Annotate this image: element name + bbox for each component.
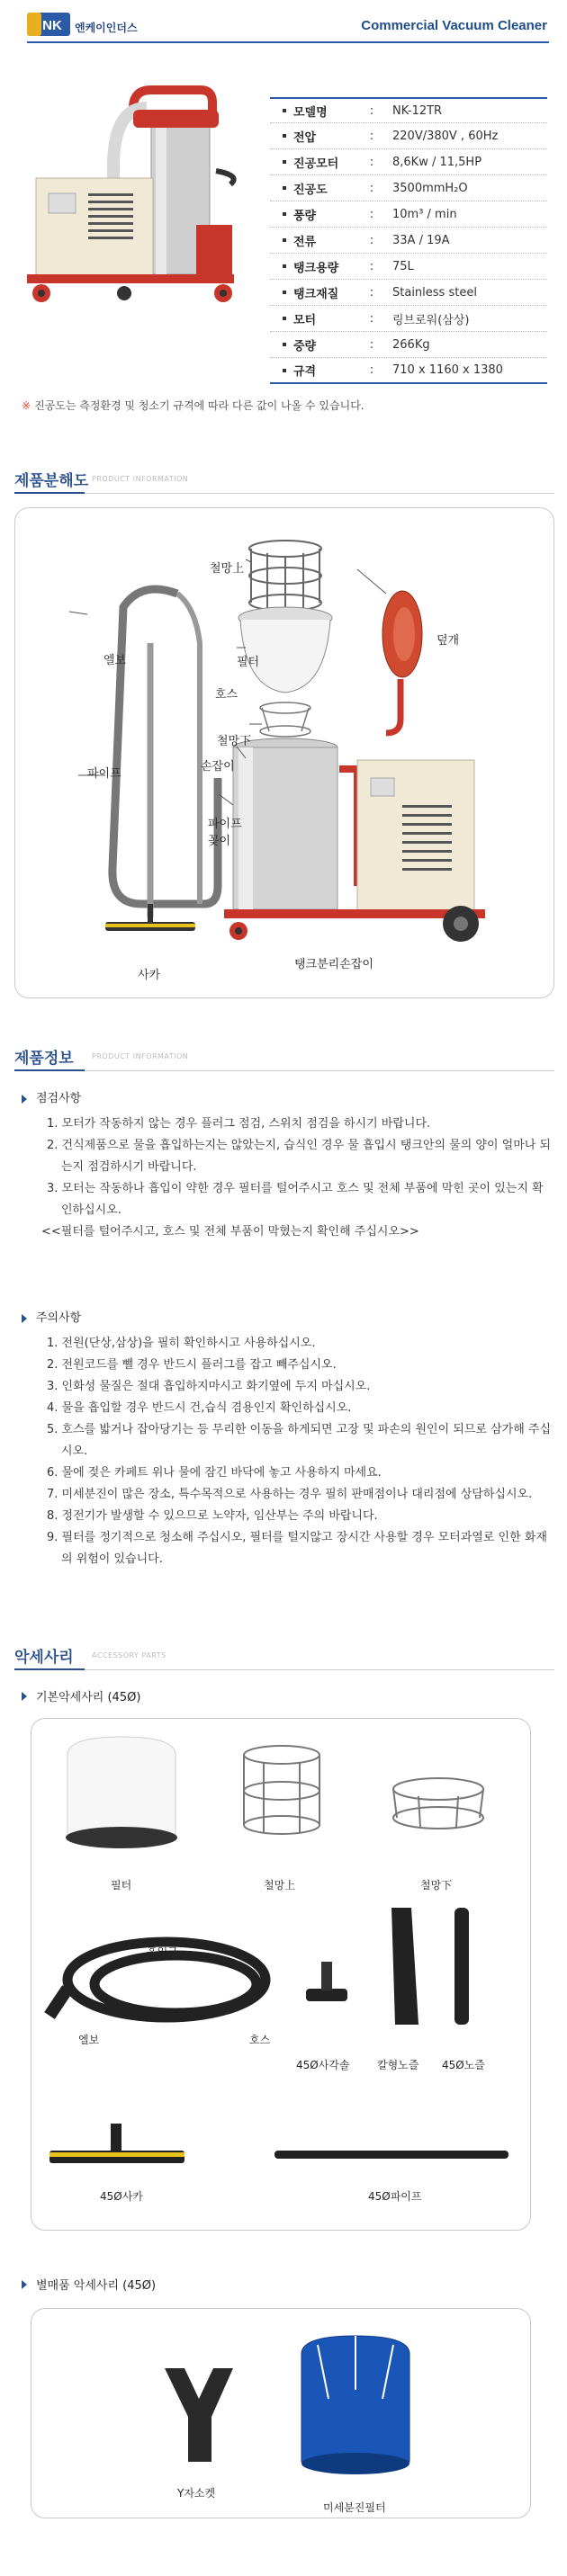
section-info-header: [14, 1045, 554, 1074]
label-tank-handle: 탱크분리손잡이: [294, 958, 374, 971]
extra-accessory-illustrations: [32, 2309, 532, 2519]
spec-colon: :: [369, 103, 374, 118]
spec-key: 진공모터: [270, 154, 358, 171]
section-acc-header: [14, 1644, 554, 1673]
acc-label-pipe: 45Ø파이프: [368, 2190, 422, 2203]
svg-text:NK: NK: [42, 18, 62, 33]
spec-key: 탱크재질: [270, 284, 358, 301]
spec-colon: :: [369, 181, 374, 195]
section-title: 악세사리: [14, 1649, 74, 1667]
spec-key: 중량: [270, 336, 358, 353]
bullet-icon: [283, 160, 286, 164]
extra-acc-title: 별매품 악세사리 (45Ø): [22, 2276, 156, 2293]
spec-row: [270, 358, 547, 384]
spec-key: 전압: [270, 128, 358, 145]
brand-logo: [27, 13, 70, 36]
spec-colon: :: [369, 233, 374, 247]
acc-label-knife-nozzle: 칼형노즐: [377, 2059, 419, 2071]
bullet-icon: [283, 238, 286, 242]
list-item: 6. 물에 젖은 카페트 위나 물에 잠긴 바닥에 놓고 사용하지 마세요.: [47, 1466, 382, 1480]
section-title: 제품정보: [14, 1050, 74, 1068]
label-hose: 호스: [215, 688, 238, 702]
bullet-icon: [283, 212, 286, 216]
list-item: 4. 물을 흡입할 경우 반드시 건,습식 겸용인지 확인하십시오.: [47, 1401, 352, 1415]
label-pipe: 파이프: [87, 767, 122, 781]
bullet-icon: [283, 186, 286, 190]
spec-colon: :: [369, 311, 374, 326]
spec-value: 220V/380V , 60Hz: [392, 129, 499, 143]
spec-row: [270, 97, 547, 123]
bullet-icon: [283, 317, 286, 320]
spec-colon: :: [369, 259, 374, 273]
spec-value: 710 x 1160 x 1380: [392, 363, 503, 377]
label-saka: 사카: [138, 969, 161, 982]
list-item: 1. 전원(단상,삼상)을 필히 확인하시고 사용하십시오.: [47, 1337, 316, 1350]
spec-key: 탱크용량: [270, 258, 358, 275]
acc-label-square-brush: 45Ø사각솔: [296, 2059, 350, 2071]
bullet-icon: [22, 1095, 27, 1104]
spec-table: [270, 97, 547, 384]
label-elbow: 엘보: [104, 654, 127, 667]
spec-colon: :: [369, 155, 374, 169]
brand-name: 엔케이인더스: [75, 22, 138, 34]
section-subtitle: ACCESSORY PARTS: [92, 1651, 166, 1659]
spec-value: 3500mmH₂O: [392, 181, 468, 195]
spec-value: 10m³ / min: [392, 207, 457, 221]
list-item: 3. 모터는 작동하나 흡입이 약한 경우 필터를 털어주시고 호스 및 전체 부품에 막힌 곳이 있는지 확인하십시오.: [47, 1182, 544, 1217]
check-paren-note: <<필터를 털어주시고, 호스 및 전체 부품이 막혔는지 확인해 주십시오>>: [41, 1225, 419, 1239]
spec-colon: :: [369, 363, 374, 377]
acc-label-nozzle: 45Ø노즐: [442, 2059, 485, 2071]
spec-value: 266Kg: [392, 337, 430, 352]
section-subtitle: PRODUCT INFORMATION: [92, 1052, 189, 1060]
spec-colon: :: [369, 285, 374, 300]
spec-row: [270, 123, 547, 149]
spec-key: 모터: [270, 310, 358, 327]
accessory-illustrations: [32, 1719, 532, 2232]
list-item: 8. 정전기가 발생할 수 있으므로 노약자, 임산부는 주의 바랍니다.: [47, 1509, 378, 1523]
acc-label-hose: 호스: [249, 2034, 271, 2046]
bullet-icon: [283, 291, 286, 294]
spec-row: [270, 280, 547, 306]
exploded-diagram: [15, 508, 555, 999]
header-divider: [27, 41, 549, 43]
bullet-icon: [283, 109, 286, 112]
bullet-icon: [283, 264, 286, 268]
bullet-icon: [283, 369, 286, 372]
label-cheolmang-top: 철망上: [210, 562, 245, 576]
spec-key: 규격: [270, 362, 358, 379]
section-diagram-header: [14, 468, 554, 496]
list-item: 3. 인화성 물질은 절대 흡입하지마시고 화기옆에 두지 마십시오.: [47, 1380, 371, 1393]
bullet-icon: [22, 1692, 27, 1701]
spec-value: 링브로워(삼상): [392, 313, 470, 327]
acc-label-filter: 필터: [111, 1879, 132, 1892]
basic-acc-title: 기본악세사리 (45Ø): [22, 1687, 140, 1704]
page-title: Commercial Vacuum Cleaner: [361, 18, 547, 33]
extra-acc-panel: [31, 2308, 531, 2518]
label-cheolmang-bottom: 철망下: [217, 735, 252, 748]
acc-label-fine-filter: 미세분진필터: [323, 2501, 386, 2514]
section-title: 제품분해도: [14, 472, 89, 490]
spec-colon: :: [369, 337, 374, 352]
basic-acc-panel: [31, 1718, 531, 2231]
list-item: 5. 호스를 밟거나 잡아당기는 등 무리한 이동을 하게되면 고장 및 파손의 원인이 되므로 삼가해 주십시오.: [47, 1423, 552, 1458]
check-list: 점검사항 1. 모터가 작동하지 않는 경우 플러그 점검, 스위치 점검을 하시기 바랍니다. 2. 건식제품으로 물을 흡입하는지는 않았는지, 습식인 경우 물 흡입시 탱크안의 물의 양이 얼마나 되는지 점검하시기 바랍니다. 3. 모터는 작동하나 흡입이 약한 경우 필터를 털어주시고 호스 및 전체 부품에 막힌 곳이 있는지 확인하십시오. <<필터를 털어주시고, 호스 및 전체 부품이 막혔는지 확인해 주십시오>>: [22, 1088, 553, 1243]
section-subtitle: PRODUCT INFORMATION: [92, 475, 189, 483]
acc-label-saka: 45Ø사카: [100, 2190, 143, 2203]
spec-colon: :: [369, 129, 374, 143]
list-item: 1. 모터가 작동하지 않는 경우 플러그 점검, 스위치 점검을 하시기 바랍니다.: [47, 1117, 431, 1131]
spec-row: [270, 228, 547, 254]
list-item: 7. 미세분진이 많은 장소, 특수목적으로 사용하는 경우 필히 판매점이나 대리점에 상담하십시오.: [47, 1488, 533, 1501]
spec-key: 모델명: [270, 103, 358, 120]
spec-row: [270, 332, 547, 358]
spec-row: [270, 149, 547, 175]
label-handle: 손잡이: [201, 760, 235, 774]
acc-label-elbow: 엘보: [78, 2034, 100, 2046]
acc-label-inlet: 흡입구: [147, 1945, 178, 1958]
spec-value: 33A / 19A: [392, 233, 450, 247]
product-image: [16, 72, 255, 360]
spec-value: 8,6Kw / 11,5HP: [392, 155, 482, 169]
spec-key: 진공도: [270, 180, 358, 197]
caution-list: 주의사항 1. 전원(단상,삼상)을 필히 확인하시고 사용하십시오. 2. 전원코드를 뺄 경우 반드시 플러그를 잡고 빼주십시오. 3. 인화성 물질은 절대 흡입하지마시고 화기옆에 두지 마십시오. 4. 물을 흡입할 경우 반드시 건,습식 겸용인지 확인하십시오. 5. 호스를 밟거나 잡아당기는 등 무리한 이동을 하게되면 고장 및 파손의 원인이 되므로 삼가해 주십시오. 6. 물에 젖은 카페트 위나 물에 잠긴 바닥에 놓고 사용하지 마세요. 7. 미세분진이 많은 장소, 특수목적으로 사용하는 경우 필히 판매점이나 대리점에 상담하십시오. 8. 정전기가 발생할 수 있으므로 노약자, 임산부는 주의 바랍니다. 9. 필터를 정기적으로 청소해 주십시오, 필터를 털지않고 장시간 사용할 경우 모터과열로 인한 화재의 위험이 있습니다.: [22, 1308, 553, 1570]
spec-value: Stainless steel: [392, 285, 477, 300]
bullet-icon: [283, 134, 286, 138]
spec-row: [270, 306, 547, 332]
spec-row: [270, 175, 547, 201]
spec-colon: :: [369, 207, 374, 221]
bullet-icon: [22, 2280, 27, 2289]
list-item: 2. 전원코드를 뺄 경우 반드시 플러그를 잡고 빼주십시오.: [47, 1358, 337, 1372]
label-lid: 덮개: [436, 634, 460, 648]
spec-row: [270, 201, 547, 228]
acc-label-cheolmang-top: 철망上: [264, 1879, 296, 1892]
acc-label-cheolmang-bottom: 철망下: [420, 1879, 453, 1892]
spec-key: 풍량: [270, 206, 358, 223]
label-filter: 필터: [237, 656, 260, 669]
acc-label-y-socket: Y자소켓: [177, 2487, 216, 2500]
spec-value: NK-12TR: [392, 103, 443, 118]
label-pipe-socket: 파이프 꽂이: [208, 818, 242, 848]
spec-value: 75L: [392, 259, 414, 273]
list-item: 2. 건식제품으로 물을 흡입하는지는 않았는지, 습식인 경우 물 흡입시 탱크안의 물의 양이 얼마나 되는지 점검하시기 바랍니다.: [47, 1139, 552, 1174]
bullet-icon: [283, 343, 286, 346]
bullet-icon: [22, 1314, 27, 1323]
spec-key: 전류: [270, 232, 358, 249]
page-header: [0, 0, 567, 52]
spec-note: ※ 진공도는 측정환경 및 청소기 규격에 따라 다른 값이 나올 수 있습니다.: [22, 399, 364, 412]
diagram-panel: [14, 507, 554, 998]
list-item: 9. 필터를 정기적으로 청소해 주십시오, 필터를 털지않고 장시간 사용할 경우 모터과열로 인한 화재의 위험이 있습니다.: [47, 1531, 547, 1566]
spec-row: [270, 254, 547, 280]
